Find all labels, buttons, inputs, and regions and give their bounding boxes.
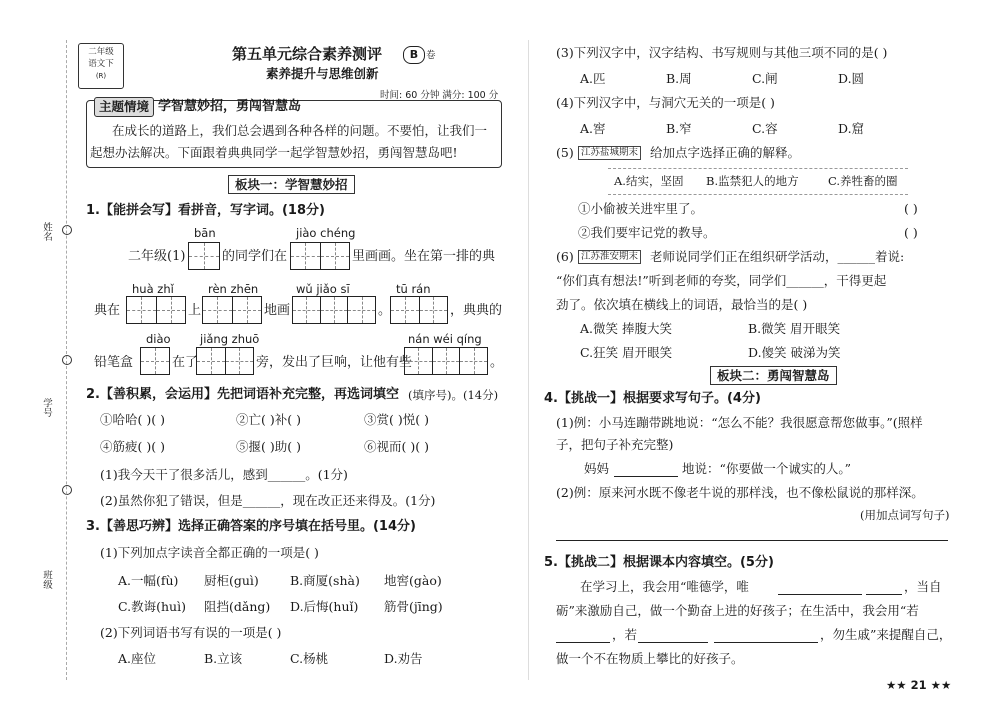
q3-6-line-2: “你们真有想法!”听到老师的夸奖，同学们______，干得更起 [556,273,887,288]
answer-paren[interactable]: ( ) [904,201,918,216]
q3-5-option: B.监禁犯人的地方 [706,174,799,188]
q3-3-option: A.匹 [580,71,606,86]
badge-edition: (R) [95,72,107,80]
q3-5-question: 给加点字选择正确的解释。 [650,145,801,160]
q1-line2-b: 上 [188,303,202,318]
q5-blank[interactable] [714,642,818,643]
q5-line-4: 做一个不在物质上攀比的好孩子。 [556,651,744,666]
q3-5-sentence-2: ②我们要牢记党的教导。 [578,225,716,240]
q1-line1-b: 的同学们在 [222,249,288,264]
answer-grid[interactable] [390,296,448,324]
answer-grid[interactable] [188,242,220,270]
q3-5-source-tag: 江苏盐城期末 [578,146,641,160]
q3-4-option: D.窟 [838,121,865,136]
q4-2-note: (用加点词写句子) [860,508,950,522]
q3-3-option: C.闸 [752,71,778,86]
q3-6-number: (6) [556,249,574,264]
q3-1-option: B.商厦(shà) [290,573,360,588]
theme-title: 学智慧妙招，勇闯智慧岛 [158,99,302,114]
page-subtitle: 素养提升与思维创新 [266,66,379,81]
theme-label: 主题情境 [94,97,154,117]
theme-intro-1: 在成长的道路上，我们总会遇到各种各样的问题。不要怕，让我们一 [112,123,488,138]
q5-blank[interactable] [638,642,708,643]
q3-1-option: 地窖(gào) [384,573,442,588]
section-2-title: 板块二：勇闯智慧岛 [710,366,837,385]
time-score: 时间: 60 分钟 满分: 100 分 [380,90,499,101]
answer-grid[interactable] [140,347,170,375]
q3-1-question: (1)下列加点字读音全都正确的一项是( ) [100,545,319,560]
q1-line2-e: ，典典的 [450,303,503,318]
q4-1-note: 子，把句子补充完整) [556,437,674,452]
q3-6-line-3: 劲了。依次填在横线上的词语，最恰当的是( ) [556,297,808,312]
q3-2-question: (2)下列词语书写有误的一项是( ) [100,625,282,640]
q3-1-option: 筋骨(jīng) [384,599,443,614]
q2-sentence-1: (1)我今天干了很多活儿，感到______。(1分) [100,467,348,482]
q4-2-answer-line[interactable] [556,540,948,541]
pinyin-jiangzhuo: jiǎng zhuō [200,332,260,346]
q3-4-option: C.容 [752,121,778,136]
pinyin-nanweiqing: nán wéi qíng [408,332,482,346]
q1-line3-d: 。 [490,355,504,370]
q2-row2-item: ⑤揠( )助( ) [236,439,301,454]
answer-grid[interactable] [404,347,488,375]
q2-row1-item: ①哈哈( )( ) [100,412,165,427]
answer-grid[interactable] [292,296,376,324]
q3-5-sentence-1: ①小偷被关进牢里了。 [578,201,704,216]
theme-intro-2: 起想办法解决。下面跟着典典同学一起学智慧妙招，勇闯智慧岛吧! [90,145,458,160]
version-badge: B [403,46,425,64]
q2-note: (填序号)。(14分) [408,388,499,402]
q4-1-answer-line[interactable] [614,476,678,477]
q3-1-option: 厨柜(guì) [204,573,259,588]
q3-3-option: B.周 [666,71,692,86]
q3-1-option: D.后悔(huǐ) [290,599,359,614]
q2-row2-item: ④筋疲( )( ) [100,439,165,454]
q3-6-option: A.微笑 捧腹大笑 [580,321,672,336]
q4-1-example: (1)例：小马连蹦带跳地说：“怎么不能？我很愿意帮您做事。”(照样 [556,415,923,430]
q4-1-prompt-a: 妈妈 [584,461,610,476]
binding-hole [62,355,72,365]
answer-grid[interactable] [290,242,350,270]
q1-line3-b: 在了 [172,355,199,370]
q1-line2-c: 地画 [264,303,291,318]
binding-line [66,40,67,680]
q3-4-question: (4)下列汉字中，与洞穴无关的一项是( ) [556,95,775,110]
q3-1-option: C.教诲(huì) [118,599,186,614]
margin-id-label: 学号 [41,398,52,417]
q3-5-number: (5) [556,145,574,160]
q3-title: 3.【善思巧辨】选择正确答案的序号填在括号里。(14分) [86,519,416,534]
options-box-bottom [608,194,908,195]
page-number: ★★ 21 ★★ [886,678,952,692]
q3-2-option: B.立该 [204,651,243,666]
pinyin-wujiaosi: wǔ jiǎo sī [296,282,350,296]
q3-6-option: D.傻笑 破涕为笑 [748,345,841,360]
q5-title: 5.【挑战二】根据课本内容填空。(5分) [544,555,774,570]
q1-title: 1.【能拼会写】看拼音，写字词。(18分) [86,203,325,218]
badge-subject: 语文下 [88,59,114,69]
binding-hole [62,225,72,235]
q3-4-option: B.窄 [666,121,692,136]
q3-6-question: 老师说同学们正在组织研学活动，______着说: [650,249,905,264]
q1-line1-c: 里画画。坐在第一排的典 [352,249,496,264]
margin-class-label: 班级 [41,570,52,589]
pinyin-renzhen: rèn zhēn [208,282,259,296]
q5-blank[interactable] [866,594,902,595]
q5-line-1b: ，当自 [904,579,942,594]
q2-title: 2.【善积累，会运用】先把词语补充完整，再选词填空 [86,387,399,402]
q5-line-1: 在学习上，我会用“唯德学，唯 [580,579,749,594]
q3-1-option: 阻挡(dǎng) [204,599,271,614]
q3-2-option: C.杨桃 [290,651,329,666]
q3-1-option: A.一幅(fù) [118,573,179,588]
section-1-title: 板块一：学智慧妙招 [228,175,355,194]
pinyin-diao: diào [146,332,171,346]
q1-line2-d: 。 [378,303,392,318]
q2-sentence-2: (2)虽然你犯了错误，但是______，现在改正还来得及。(1分) [100,493,436,508]
pinyin-ban: bān [194,226,216,240]
q5-blank[interactable] [778,594,862,595]
margin-name-label: 姓名 [41,222,52,241]
pinyin-jiaocheng: jiào chéng [296,226,356,240]
q3-6-source-tag: 江苏淮安期末 [578,250,641,264]
q4-title: 4.【挑战一】根据要求写句子。(4分) [544,391,761,406]
q3-5-option: A.结实，坚固 [614,174,684,188]
answer-grid[interactable] [196,347,254,375]
q1-line2-a: 典在 [94,303,121,318]
page-divider [528,40,529,680]
q2-row1-item: ②亡( )补( ) [236,412,301,427]
q3-3-question: (3)下列汉字中，汉字结构、书写规则与其他三项不同的是( ) [556,45,888,60]
q4-2-example: (2)例：原来河水既不像老牛说的那样浅，也不像松鼠说的那样深。 [556,485,924,500]
pinyin-huazhi: huà zhǐ [132,282,174,296]
binding-hole [62,485,72,495]
q3-3-option: D.圆 [838,71,865,86]
badge-grade: 二年级 [88,47,114,57]
q1-line3-c: 旁，发出了巨响，让他有些 [256,355,413,370]
q3-6-option: C.狂笑 眉开眼笑 [580,345,673,360]
q5-line-3b: ，勿生戚”来提醒自己， [820,627,952,642]
grade-badge [78,43,124,89]
answer-grid[interactable] [202,296,262,324]
version-suffix: 卷 [426,50,436,61]
q3-2-option: D.劝告 [384,651,423,666]
q3-2-option: A.座位 [118,651,157,666]
q4-1-prompt-b: 地说：“你要做一个诚实的人。” [682,461,852,476]
options-box-top [608,168,908,169]
page-title: 第五单元综合素养测评 [232,45,383,63]
q1-line3-a: 铅笔盒 [94,355,134,370]
answer-paren[interactable]: ( ) [904,225,918,240]
q3-6-option: B.微笑 眉开眼笑 [748,321,841,336]
q1-line1-a: 二年级(1) [128,249,186,264]
q3-5-option: C.养牲畜的圈 [828,174,898,188]
answer-grid[interactable] [126,296,186,324]
q2-row2-item: ⑥视而( )( ) [364,439,429,454]
q5-line-3a: ，若 [612,627,638,642]
q2-row1-item: ③赏( )悦( ) [364,412,429,427]
q5-line-2: 砺”来激励自己，做一个勤奋上进的好孩子；在生活中，我会用“若 [556,603,919,618]
q5-blank[interactable] [556,642,610,643]
q3-4-option: A.窖 [580,121,606,136]
pinyin-turan: tū rán [396,282,431,296]
